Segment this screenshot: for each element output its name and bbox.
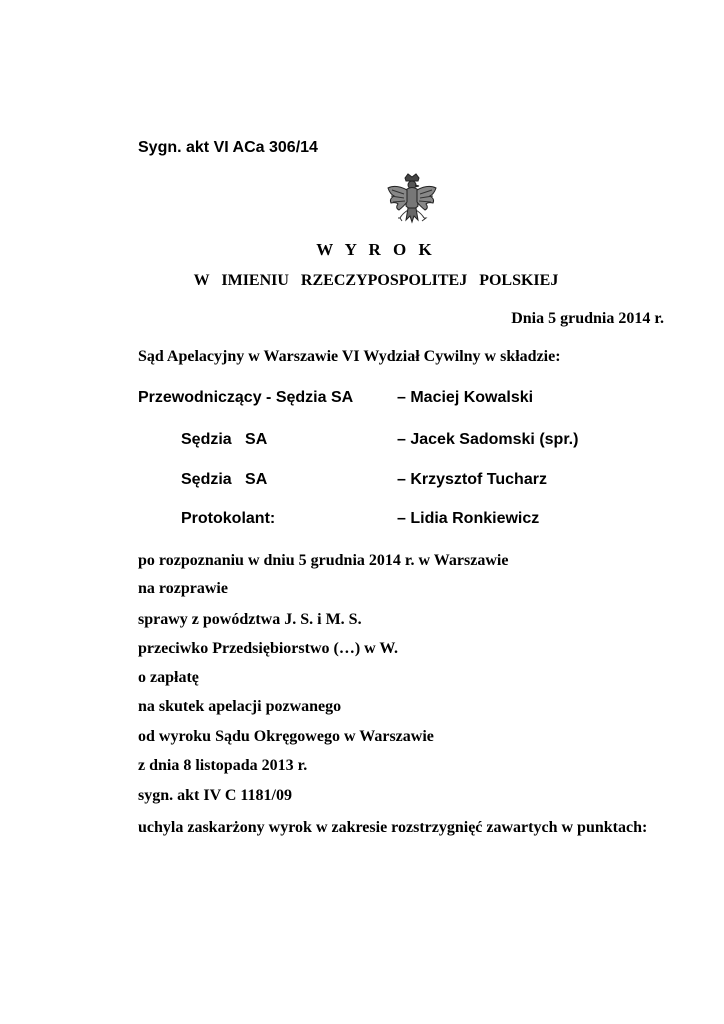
body-line: po rozpoznaniu w dniu 5 grudnia 2014 r. w Warszawie bbox=[138, 552, 509, 569]
body-line: z dnia 8 listopada 2013 r. bbox=[138, 757, 308, 774]
panel-name-clerk: – Lidia Ronkiewicz bbox=[397, 510, 540, 527]
judgment-date: Dnia 5 grudnia 2014 r. bbox=[511, 310, 664, 327]
case-number: Sygn. akt VI ACa 306/14 bbox=[138, 139, 318, 156]
body-line: sygn. akt IV C 1181/09 bbox=[138, 787, 292, 804]
panel-role-presiding: Przewodniczący - Sędzia SA bbox=[138, 389, 354, 406]
panel-name-judge-2: – Krzysztof Tucharz bbox=[397, 471, 547, 488]
court-composition-heading: Sąd Apelacyjny w Warszawie VI Wydział Cywilny w składzie: bbox=[138, 348, 561, 365]
document-subtitle: W IMIENIU RZECZYPOSPOLITEJ POLSKIEJ bbox=[193, 272, 559, 289]
panel-name-judge-1: – Jacek Sadomski (spr.) bbox=[397, 431, 579, 448]
body-line: od wyroku Sądu Okręgowego w Warszawie bbox=[138, 728, 434, 745]
body-line: o zapłatę bbox=[138, 669, 199, 686]
body-line: na skutek apelacji pozwanego bbox=[138, 698, 342, 715]
panel-role-judge-2: Sędzia SA bbox=[181, 471, 268, 488]
ruling-text: uchyla zaskarżony wyrok w zakresie rozstrzygnięć zawartych w punktach: bbox=[138, 819, 648, 836]
panel-name-presiding: – Maciej Kowalski bbox=[397, 389, 534, 406]
panel-role-judge-1: Sędzia SA bbox=[181, 431, 268, 448]
document-title: W Y R O K bbox=[316, 240, 436, 259]
body-line: sprawy z powództwa J. S. i M. S. bbox=[138, 611, 362, 628]
polish-eagle-emblem-icon bbox=[384, 172, 440, 234]
panel-role-clerk: Protokolant: bbox=[181, 510, 276, 527]
body-line: na rozprawie bbox=[138, 580, 228, 597]
body-line: przeciwko Przedsiębiorstwo (…) w W. bbox=[138, 640, 398, 657]
